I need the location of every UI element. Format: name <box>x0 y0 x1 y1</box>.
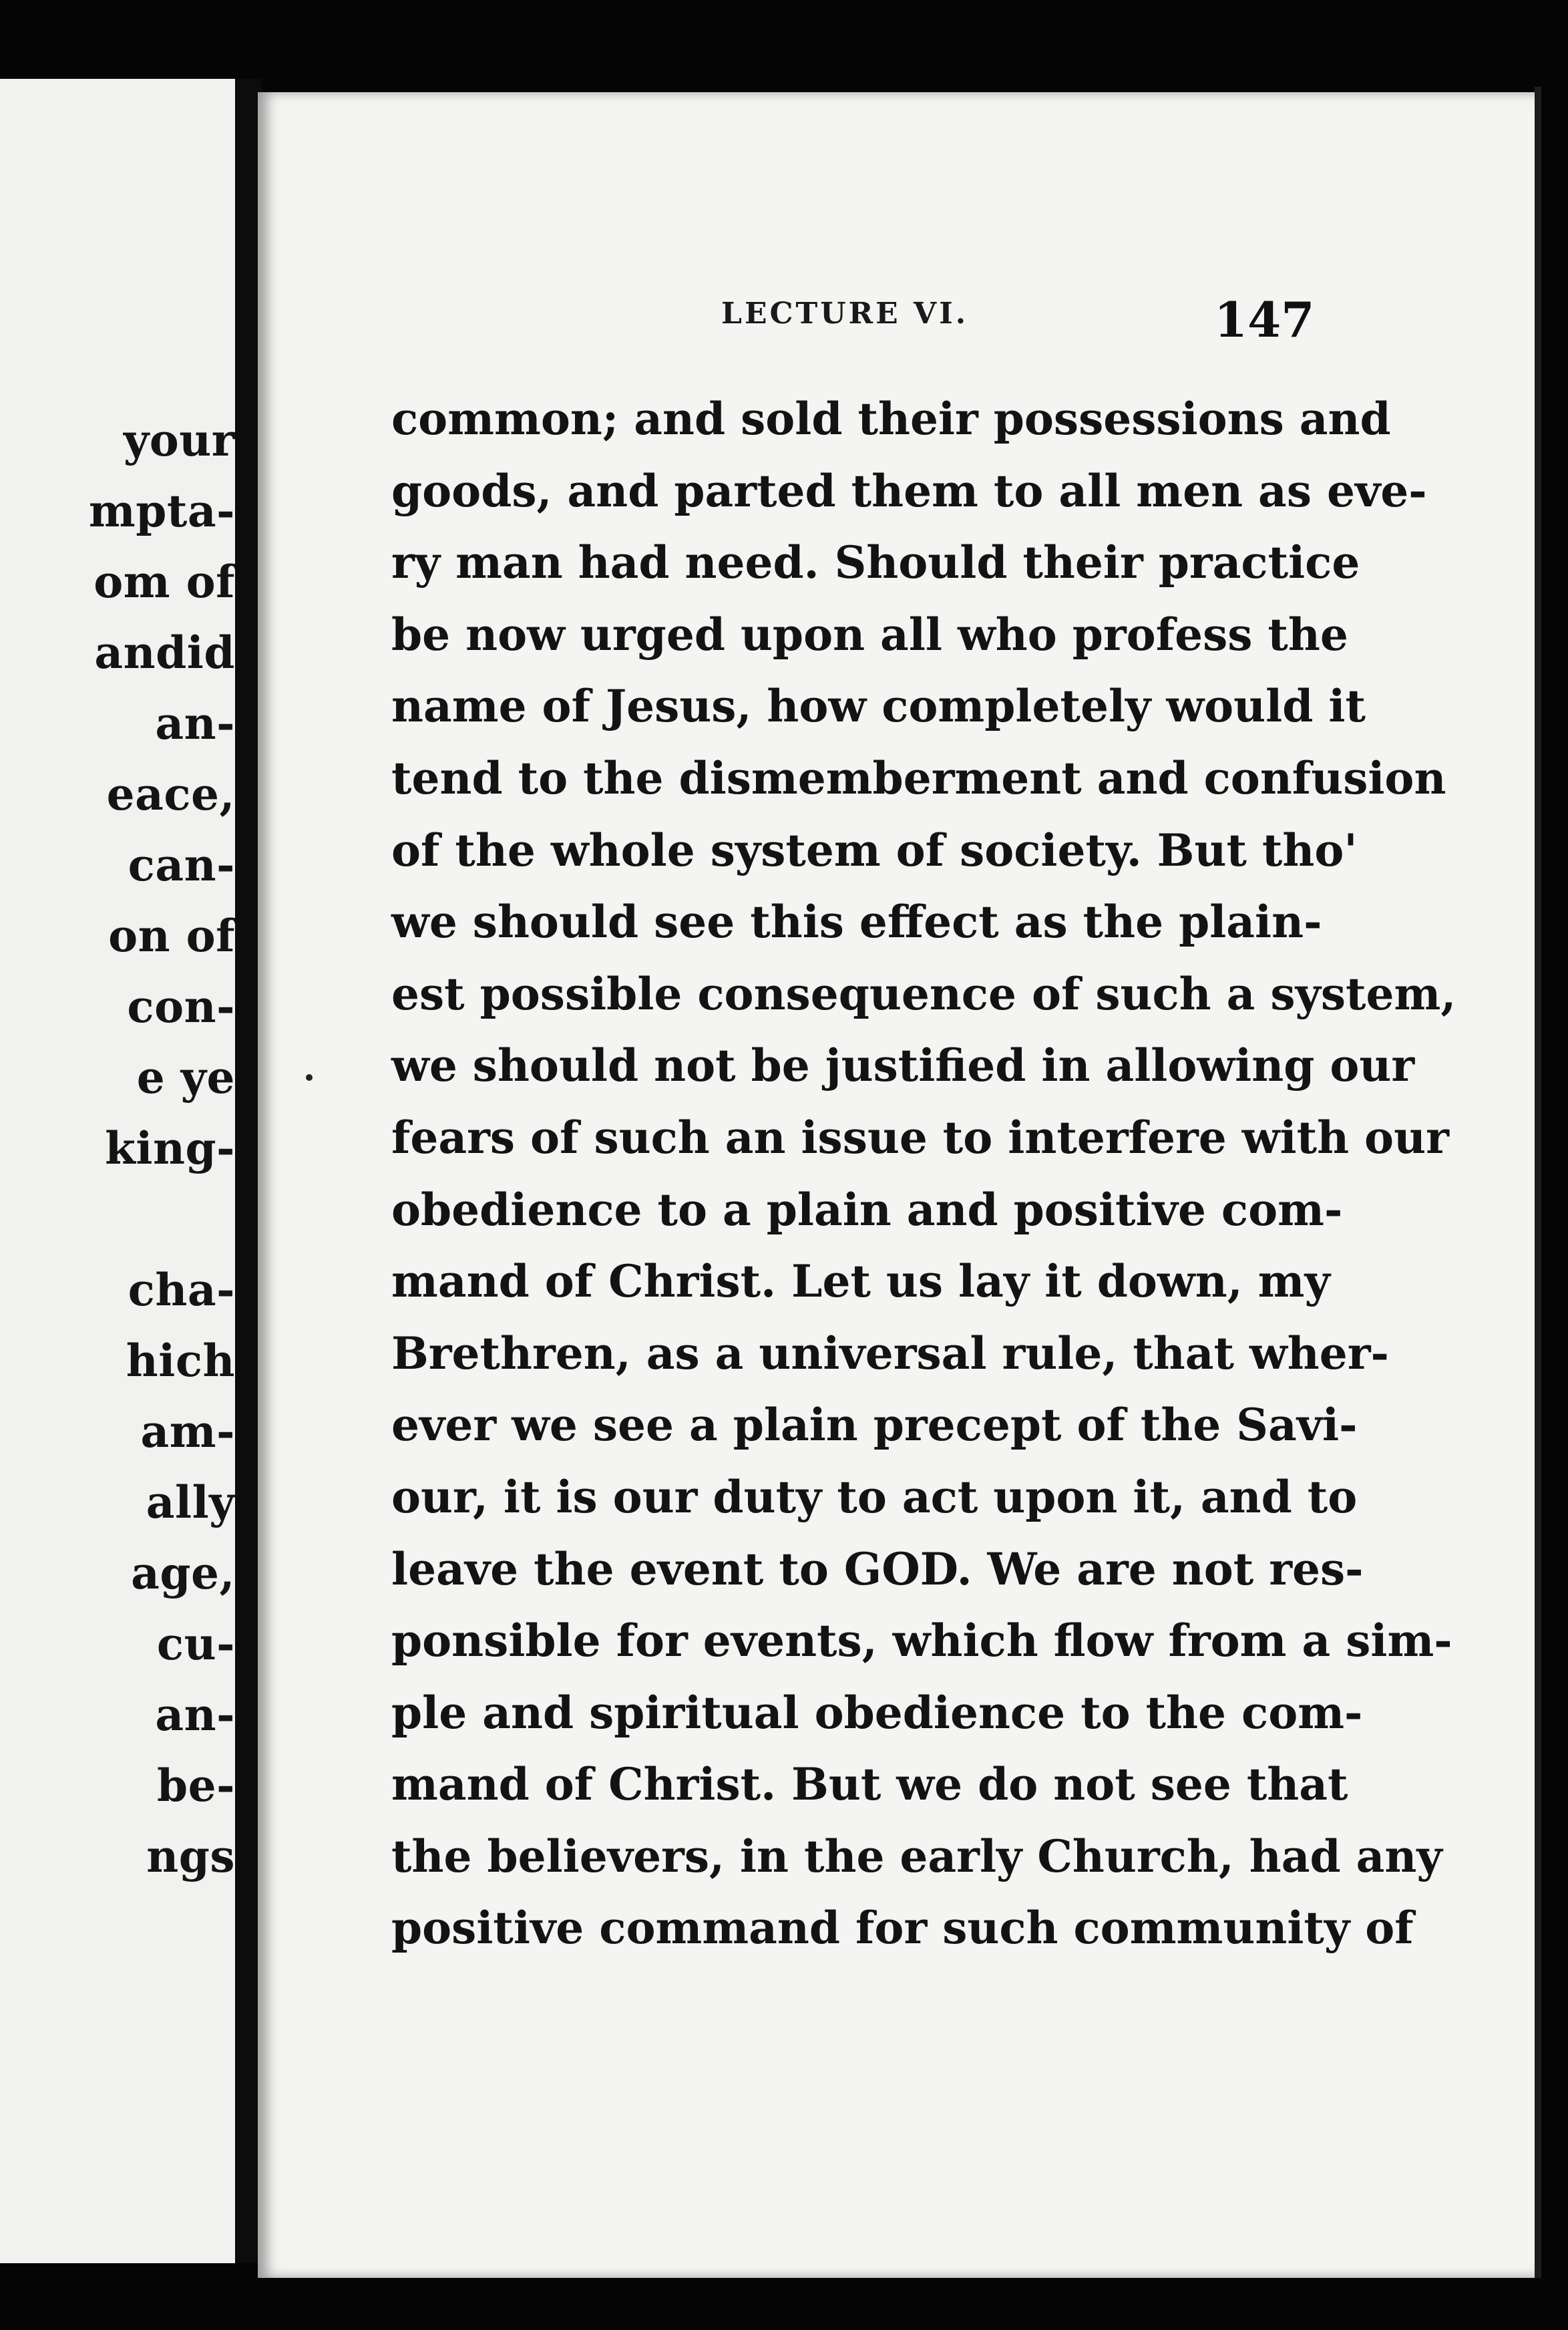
running-head: LECTURE VI. <box>721 297 969 331</box>
text-line: ponsible for events, which flow from a sim- <box>391 1615 1452 1667</box>
left-line-fragment: om of <box>93 556 235 608</box>
text-line: common; and sold their possessions and <box>391 393 1391 445</box>
left-line-fragment: ally <box>146 1476 235 1528</box>
text-line: tend to the dismemberment and confusion <box>391 752 1446 804</box>
left-line-fragment: eace, <box>106 768 235 820</box>
text-line: we should see this effect as the plain- <box>391 896 1322 949</box>
left-line-fragment: hich <box>126 1335 235 1387</box>
text-line: est possible consequence of such a system, <box>391 967 1456 1020</box>
page-number: 147 <box>1214 291 1315 348</box>
text-line: ple and spiritual obedience to the com- <box>391 1686 1363 1739</box>
text-line: ever we see a plain precept of the Savi- <box>391 1399 1358 1452</box>
left-line-fragment: on of <box>108 910 235 962</box>
text-line: the believers, in the early Church, had any <box>391 1830 1442 1882</box>
left-page <box>0 79 239 2263</box>
text-line: mand of Christ. But we do not see that <box>391 1758 1348 1811</box>
text-line: leave the event to GOD. We are not res- <box>391 1542 1364 1595</box>
left-line-fragment: an- <box>155 1689 235 1741</box>
left-line-fragment: king- <box>105 1122 235 1174</box>
left-line-fragment: mpta- <box>88 485 235 537</box>
body-text <box>391 383 1456 1965</box>
left-line-fragment: cha- <box>128 1264 235 1316</box>
left-line-fragment: andid <box>94 627 235 679</box>
left-line-fragment: ngs <box>146 1830 235 1882</box>
text-line: our, it is our duty to act upon it, and to <box>391 1470 1358 1523</box>
text-line: name of Jesus, how completely would it <box>391 680 1366 733</box>
page-edge <box>1535 87 1541 2278</box>
left-line-fragment: be- <box>156 1760 235 1812</box>
text-line: we should not be justified in allowing our <box>391 1039 1415 1092</box>
left-line-fragment: cu- <box>156 1618 235 1670</box>
left-line-fragment: con- <box>127 981 235 1033</box>
left-line-fragment: your <box>123 414 235 466</box>
text-line: be now urged upon all who profess the <box>391 608 1348 661</box>
text-line: of the whole system of society. But tho' <box>391 824 1358 876</box>
text-line: fears of such an issue to interfere with our <box>391 1111 1449 1164</box>
text-line: ry man had need. Should their practice <box>391 536 1360 589</box>
ink-speck <box>306 1074 313 1081</box>
text-line: obedience to a plain and positive com- <box>391 1183 1343 1236</box>
text-line: positive command for such community of <box>391 1902 1414 1955</box>
left-line-fragment: age, <box>131 1547 235 1599</box>
text-line: mand of Christ. Let us lay it down, my <box>391 1255 1330 1308</box>
left-line-fragment: e ye <box>136 1051 235 1104</box>
left-line-fragment: can- <box>128 839 235 891</box>
text-line: goods, and parted them to all men as eve- <box>391 464 1427 517</box>
left-line-fragment: an- <box>155 697 235 750</box>
text-line: Brethren, as a universal rule, that wher- <box>391 1327 1389 1379</box>
left-line-fragment: am- <box>140 1405 235 1458</box>
